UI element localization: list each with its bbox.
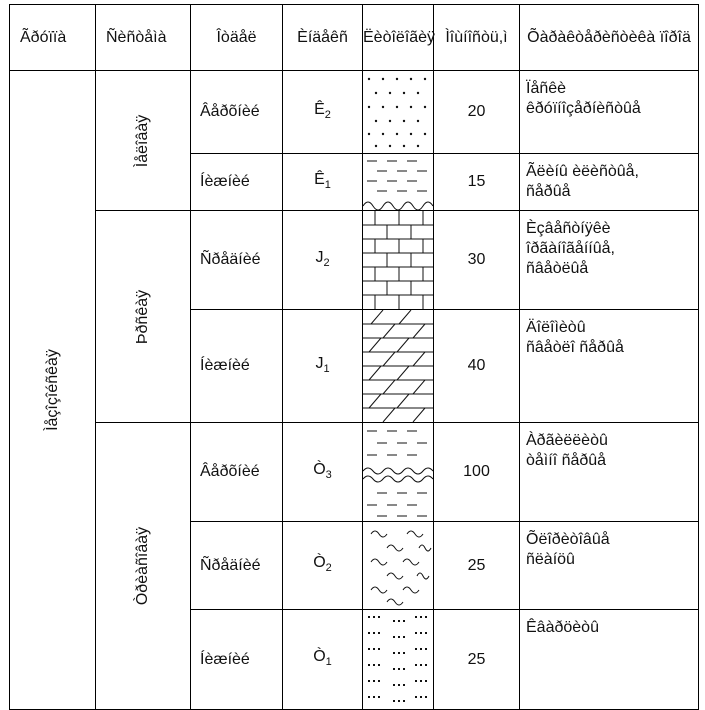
index-cell: $J_1$ [283, 310, 363, 423]
group-label: Ìåçîçîéñêàÿ [43, 349, 61, 431]
lithology-cell [363, 71, 434, 154]
index-cell: $Ò_1$ [283, 610, 363, 710]
system-label: Ìåëîâàÿ [134, 114, 151, 167]
quartzite-pattern [363, 610, 433, 709]
system-label: Òðèàñîâàÿ [134, 526, 151, 606]
table-row [10, 71, 699, 154]
description-cell: Àðãèëëèòû òåìíî ñåðûå [520, 423, 699, 522]
group-cell [10, 71, 96, 710]
thickness-cell: 40 [434, 310, 520, 423]
header-index: Èíäåêñ [283, 5, 363, 71]
header-lithology: Ëèòîëîãèÿ [363, 5, 434, 71]
limestone-pattern [363, 211, 433, 309]
description-cell: Èçâåñòíÿêè îðãàíîãåííûå, ñâåòëûå [520, 211, 699, 310]
index-cell: $Ê_2$ [283, 71, 363, 154]
lithology-cell [363, 211, 434, 310]
thickness-cell: 100 [434, 423, 520, 522]
system-cell [96, 211, 191, 423]
index-cell: $Ò_3$ [283, 423, 363, 522]
thickness-cell: 20 [434, 71, 520, 154]
system-cell [96, 71, 191, 211]
lithology-cell [363, 423, 434, 522]
header-group: Ãðóïïà [10, 5, 96, 71]
thickness-cell: 30 [434, 211, 520, 310]
index-cell: $J_2$ [283, 211, 363, 310]
system-cell [96, 423, 191, 710]
description-cell: Ïåñêè êðóïíîçåðíèñòûå [520, 71, 699, 154]
header-characteristic: Õàðàêòåðèñòèêà ïîðîä [520, 5, 699, 71]
schist-pattern [363, 522, 433, 609]
description-cell: Äîëîìèòû ñâåòëî ñåðûå [520, 310, 699, 423]
index-cell: $Ê_1$ [283, 154, 363, 211]
dolomite-pattern [363, 310, 433, 422]
header-thickness: Ìîùíîñòü,ì [434, 5, 520, 71]
description-cell: Ãëèíû èëèñòûå, ñåðûå [520, 154, 699, 211]
thickness-cell: 25 [434, 522, 520, 610]
system-label: Þðñêàÿ [134, 289, 151, 344]
lithology-cell [363, 610, 434, 710]
division-cell: Íèæíèé [191, 310, 283, 423]
description-cell: Õëîðèòîâûå ñëàíöû [520, 522, 699, 610]
lithology-cell [363, 154, 434, 211]
header-row [10, 5, 699, 71]
header-division: Îòäåë [191, 5, 283, 71]
thickness-cell: 15 [434, 154, 520, 211]
division-cell: Âåðõíèé [191, 71, 283, 154]
sand-dots-pattern [363, 71, 433, 153]
index-cell: $Ò_2$ [283, 522, 363, 610]
thickness-cell: 25 [434, 610, 520, 710]
division-cell: Íèæíèé [191, 610, 283, 710]
header-system: Ñèñòåìà [96, 5, 191, 71]
lithology-cell [363, 310, 434, 423]
argillite-pattern [363, 423, 433, 521]
lithology-cell [363, 522, 434, 610]
table-row [10, 211, 699, 310]
division-cell: Íèæíèé [191, 154, 283, 211]
stratigraphic-table [9, 4, 699, 710]
division-cell: Ñðåäíèé [191, 522, 283, 610]
division-cell: Ñðåäíèé [191, 211, 283, 310]
clay-pattern [363, 154, 433, 210]
table-row [10, 423, 699, 522]
description-cell: Êâàðöèòû [520, 610, 699, 710]
division-cell: Âåðõíèé [191, 423, 283, 522]
